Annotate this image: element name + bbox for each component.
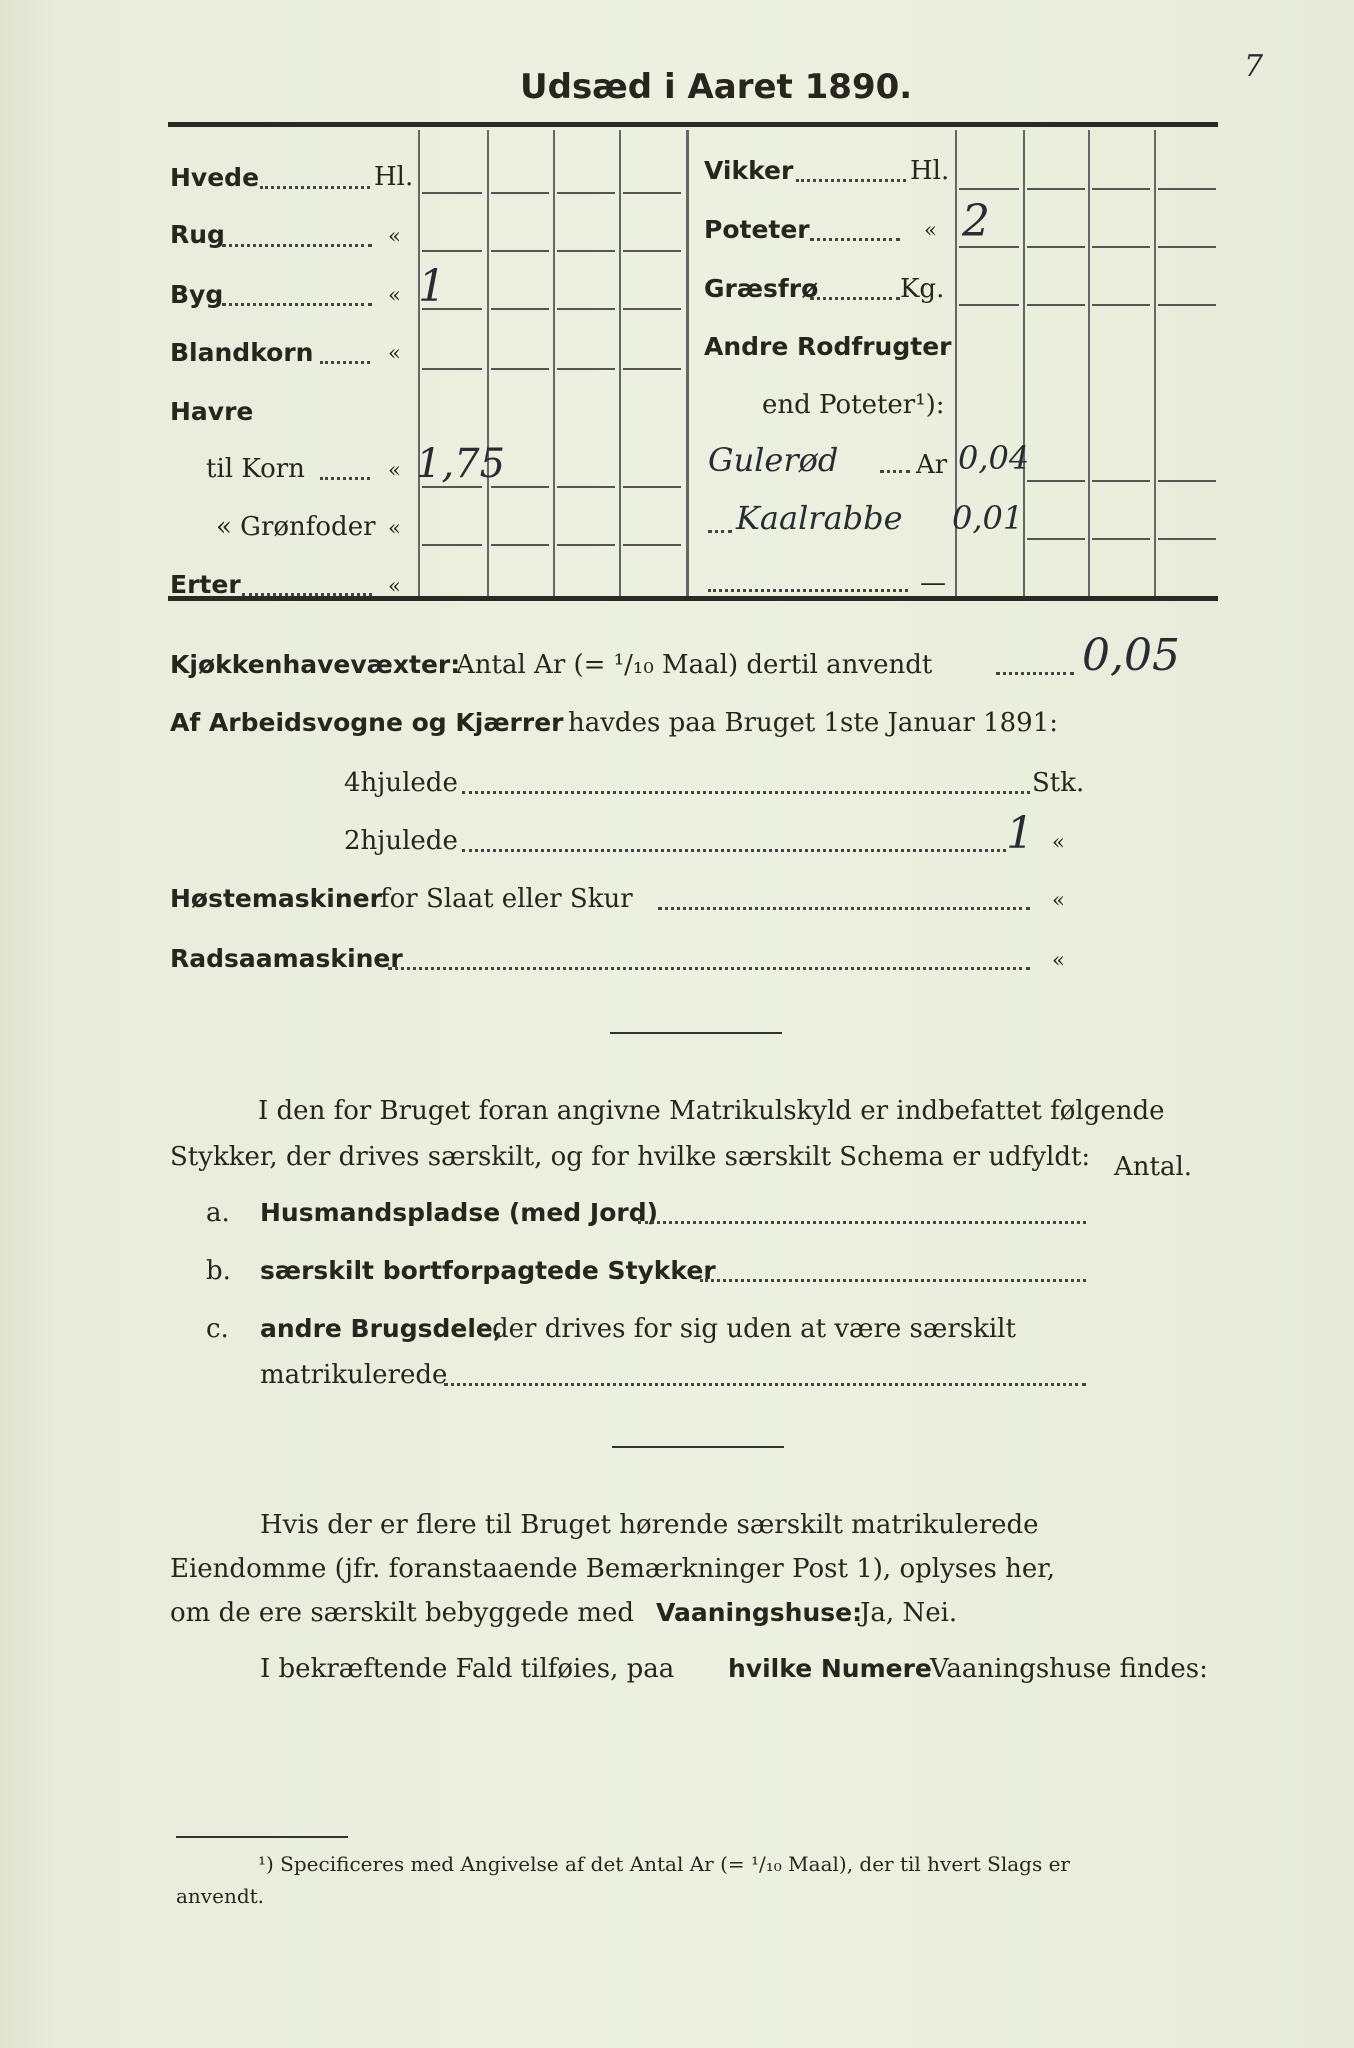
row-unit-vikker: Hl. (910, 156, 950, 186)
row-unit-graesfro: Kg. (900, 274, 945, 304)
row-label-kaalrabbe: Kaalrabbe (736, 499, 903, 537)
section-divider (610, 1032, 782, 1034)
estates-line4-bold: hvilke Numere (728, 1654, 932, 1683)
estates-line4-b: Vaaningshuse findes: (930, 1654, 1208, 1684)
wagons-label: havdes paa Bruget 1ste Januar 1891: (568, 708, 1059, 738)
row-unit-gronfoder: « (388, 516, 401, 540)
table-bottom-rule (168, 596, 1218, 601)
footnote-line2: anvendt. (176, 1884, 265, 1908)
row-value-gulerod: 0,04 (958, 439, 1030, 477)
estates-line1: Hvis der er flere til Bruget hørende særskilt matrikulerede (260, 1510, 1039, 1540)
row-unit-hvede: Hl. (374, 162, 414, 192)
harvest-label-bold: Høstemaskiner (170, 884, 382, 913)
section-divider-2 (612, 1446, 784, 1448)
estates-line3-b: Ja, Nei. (860, 1598, 958, 1628)
estates-line3-bold: Vaaningshuse: (656, 1598, 863, 1627)
row-unit-byg: « (388, 283, 401, 307)
matrikul-a-letter: a. (206, 1198, 230, 1228)
row-label-havre: Havre (170, 397, 254, 426)
page-title: Udsæd i Aaret 1890. (520, 67, 913, 107)
estates-line3-a: om de ere særskilt bebyggede med (170, 1598, 635, 1628)
title-rule (168, 122, 1218, 127)
kitchen-label: Antal Ar (= ¹/₁₀ Maal) dertil anvendt (456, 650, 933, 680)
row-unit-til-korn: « (388, 458, 401, 482)
harvest-unit: « (1052, 888, 1065, 912)
row-label-end-poteter: end Poteter¹): (762, 390, 945, 420)
wagons-four-unit: Stk. (1032, 768, 1085, 798)
row-unit-erter: « (388, 574, 401, 598)
estates-line2: Eiendomme (jfr. foranstaaende Bemærkninger Post 1), oplyses her, (170, 1554, 1056, 1584)
row-dash-blank: — (920, 568, 946, 598)
matrikul-antal: Antal. (1114, 1152, 1193, 1182)
row-value-kaalrabbe: 0,01 (952, 499, 1024, 537)
row-label-til-korn: til Korn (206, 454, 305, 484)
row-label-gronfoder: « Grønfoder (216, 512, 376, 542)
row-label-hvede: Hvede (170, 163, 260, 192)
wagons-two-wheel: 2hjulede (344, 826, 458, 856)
row-label-gulerod: Gulerød (708, 441, 839, 479)
matrikul-line2: Stykker, der drives særskilt, og for hvilke særskilt Schema er udfyldt: (170, 1142, 1091, 1172)
kitchen-value: 0,05 (1082, 630, 1180, 681)
row-label-graesfro: Græsfrø (704, 274, 819, 303)
matrikul-c-label: der drives for sig uden at være særskilt (492, 1314, 1016, 1344)
row-unit-rug: « (388, 224, 401, 248)
row-unit-blandkorn: « (388, 341, 401, 365)
estates-line4-a: I bekræftende Fald tilføies, paa (260, 1654, 675, 1684)
wagons-label-bold: Af Arbeidsvogne og Kjærrer (170, 708, 564, 737)
row-label-blandkorn: Blandkorn (170, 338, 314, 367)
matrikul-c-letter: c. (206, 1314, 229, 1344)
wagons-two-value: 1 (1006, 808, 1034, 859)
matrikul-c-label-bold: andre Brugsdele, (260, 1314, 503, 1343)
row-value-byg: 1 (418, 261, 446, 312)
row-unit-gulerod: Ar (916, 450, 948, 480)
matrikul-c-label2: matrikulerede (260, 1360, 448, 1390)
row-label-poteter: Poteter (704, 215, 810, 244)
sowing-label-bold: Radsaamaskiner (170, 944, 403, 973)
wagons-four-wheel: 4hjulede (344, 768, 458, 798)
page-number: 7 (1244, 49, 1264, 84)
row-label-vikker: Vikker (704, 156, 794, 185)
sowing-unit: « (1052, 948, 1065, 972)
row-label-byg: Byg (170, 280, 224, 309)
row-label-andre-rodfrugter: Andre Rodfrugter (704, 332, 952, 361)
matrikul-line1: I den for Bruget foran angivne Matrikulskyld er indbefattet følgende (258, 1096, 1165, 1126)
row-value-til-korn: 1,75 (416, 441, 506, 487)
kitchen-label-bold: Kjøkkenhavevæxter: (170, 650, 461, 679)
row-label-erter: Erter (170, 570, 241, 599)
row-label-rug: Rug (170, 220, 225, 249)
matrikul-a-label: Husmandspladse (med Jord) (260, 1198, 659, 1227)
footnote-line1: ¹) Specificeres med Angivelse af det Antal Ar (= ¹/₁₀ Maal), der til hvert Slags er (258, 1852, 1070, 1876)
harvest-label: for Slaat eller Skur (380, 884, 633, 914)
matrikul-b-label: særskilt bortforpagtede Stykker (260, 1256, 716, 1285)
row-unit-poteter: « (924, 218, 937, 242)
row-value-poteter: 2 (962, 196, 990, 247)
wagons-two-unit: « (1052, 830, 1065, 854)
footnote-rule (176, 1836, 348, 1838)
matrikul-b-letter: b. (206, 1256, 231, 1286)
